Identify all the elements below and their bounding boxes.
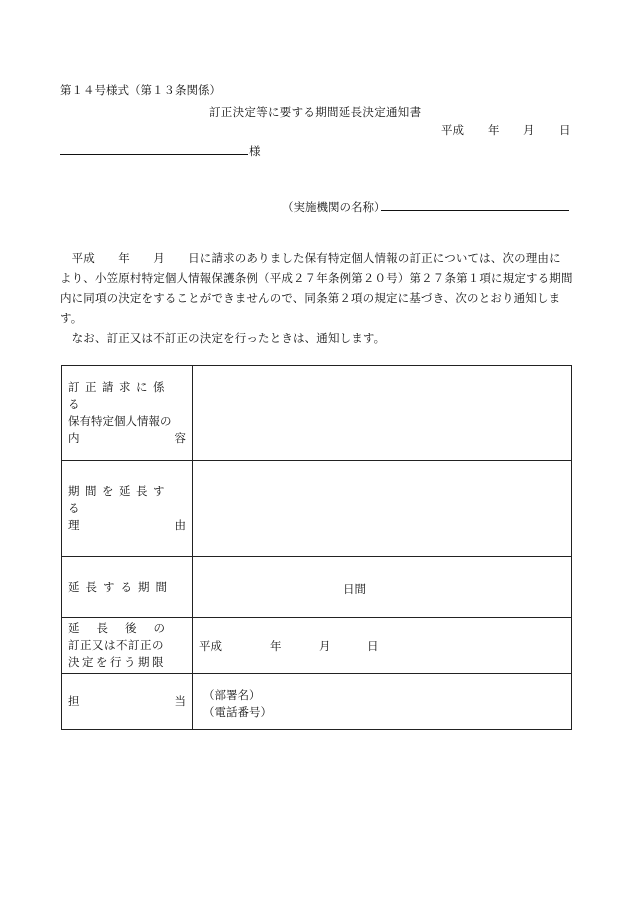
addressee-suffix: 様 [249, 144, 261, 158]
label-person-in-charge-a: 担 [68, 694, 80, 708]
body-line-5: なお、訂正又は不訂正の決定を行ったときは、通知します。 [60, 331, 386, 345]
notice-details-table [61, 365, 572, 730]
deadline-month: 月 [319, 639, 331, 653]
department-name-label: （部署名） [203, 688, 261, 702]
table-row-extension-period [62, 557, 572, 618]
deadline-year: 年 [270, 639, 282, 653]
label-request-content-line3a: 内 [68, 431, 80, 445]
date-month: 月 [523, 123, 535, 137]
date-year: 年 [488, 123, 500, 137]
label-request-content [62, 366, 193, 461]
label-request-content-line1: 訂正請求に係る [68, 380, 170, 411]
table-row-decision-deadline [62, 618, 572, 674]
table-row-request-content [62, 366, 572, 461]
label-extension-period-text: 延長する期間 [68, 579, 173, 594]
body-line-2: より、小笠原村特定個人情報保護条例（平成２７年条例第２０号）第２７条第１項に規定する期間 [60, 271, 573, 285]
label-decision-deadline-line3: 決定を行う期限 [68, 655, 166, 669]
label-extension-reason-line2b: 由 [174, 518, 186, 532]
deadline-day: 日 [367, 639, 379, 653]
agency-name-label: （実施機関の名称） [282, 200, 386, 214]
addressee-blank-line[interactable] [60, 154, 248, 155]
agency-name-blank-line[interactable] [381, 210, 569, 211]
table-row-extension-reason [62, 461, 572, 557]
value-decision-deadline[interactable] [193, 618, 572, 674]
label-extension-reason [62, 461, 193, 557]
body-line-1: 平成 年 月 日に請求のありました保有特定個人情報の訂正については、次の理由に [60, 251, 561, 265]
document-title: 訂正決定等に要する期間延長決定通知書 [209, 105, 422, 119]
phone-number-label: （電話番号） [203, 705, 272, 719]
date-era: 平成 [441, 123, 464, 137]
label-request-content-line3b: 容 [174, 431, 186, 445]
value-extension-reason[interactable] [193, 461, 572, 557]
label-extension-reason-line1: 期間を延長する [68, 484, 170, 515]
date-day: 日 [559, 123, 571, 137]
label-request-content-line2: 保有特定個人情報の [68, 414, 172, 428]
label-decision-deadline [62, 618, 193, 674]
label-decision-deadline-line2: 訂正又は不訂正の [68, 638, 164, 652]
label-extension-reason-line2a: 理 [68, 518, 80, 532]
form-number: 第１４号様式（第１３条関係） [60, 83, 221, 97]
label-extension-period [62, 557, 193, 618]
body-line-3: 内に同項の決定をすることができませんので、同条第２項の規定に基づき、次のとおり通知しま [60, 291, 561, 305]
value-person-in-charge[interactable] [193, 674, 572, 730]
deadline-era: 平成 [199, 639, 222, 653]
extension-days-unit: 日間 [343, 582, 366, 596]
label-person-in-charge-b: 当 [174, 694, 186, 708]
value-request-content[interactable] [193, 366, 572, 461]
body-line-4: す。 [60, 311, 83, 325]
label-person-in-charge [62, 674, 193, 730]
value-extension-period[interactable] [193, 557, 572, 618]
table-row-person-in-charge [62, 674, 572, 730]
label-decision-deadline-line1: 延長後の [68, 621, 182, 635]
